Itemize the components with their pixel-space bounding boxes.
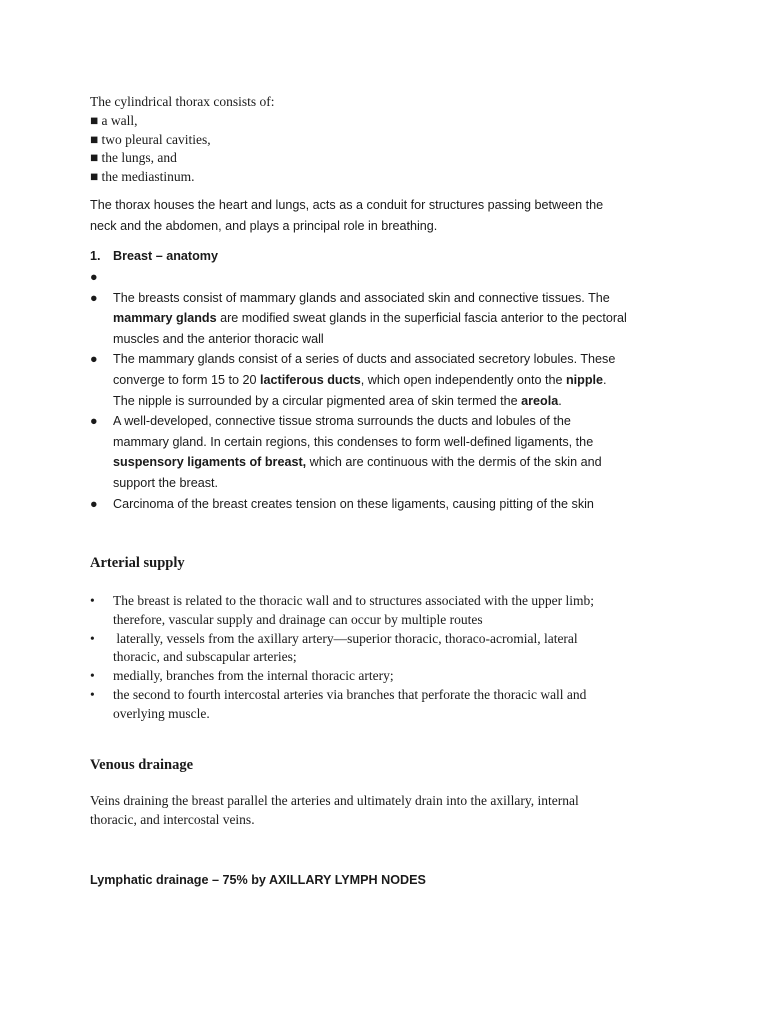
- list-item: [90, 349, 710, 411]
- intro-item: ■ a wall,: [90, 112, 138, 128]
- item-line: The breasts consist of mammary glands and associated skin and connective tissues. The: [113, 290, 610, 305]
- venous-paragraph: [90, 792, 690, 830]
- list-item: [90, 630, 710, 668]
- paragraph-line: The thorax houses the heart and lungs, acts as a conduit for structures passing between the: [90, 198, 604, 212]
- intro-item: ■ two pleural cavities,: [90, 131, 211, 147]
- item-line: [113, 308, 710, 329]
- list-item: [90, 592, 710, 630]
- thorax-intro: [90, 93, 690, 187]
- item-line: medially, branches from the internal thoracic artery;: [113, 668, 394, 684]
- item-text: The nipple is surrounded by a circular pigmented area of skin termed the: [113, 393, 522, 408]
- item-line: therefore, vascular supply and drainage can occur by multiple routes: [113, 611, 483, 627]
- term: mammary glands: [113, 311, 217, 326]
- bullet-icon: ●: [90, 352, 98, 367]
- term: nipple: [565, 372, 604, 387]
- list-item: [90, 288, 710, 350]
- paragraph-line: thoracic, and intercostal veins.: [90, 811, 255, 827]
- item-line: laterally, vessels from the axillary artery—superior thoracic, thoraco-acromial, lateral: [113, 630, 578, 646]
- item-line: [113, 391, 710, 412]
- section-title: Breast – anatomy: [113, 249, 218, 263]
- intro-item: ■ the lungs, and: [90, 150, 177, 166]
- item-text: , which open independently onto the: [360, 372, 566, 387]
- item-line: Carcinoma of the breast creates tension on these ligaments, causing pitting of the skin: [113, 496, 594, 511]
- item-line: support the breast.: [113, 475, 219, 490]
- breast-anatomy-list: [90, 267, 710, 514]
- list-item: [90, 494, 710, 515]
- section-heading: [90, 246, 690, 267]
- item-line: The mammary glands consist of a series of ducts and associated secretory lobules. These: [113, 352, 616, 367]
- item-line: The breast is related to the thoracic wall and to structures associated with the upper limb;: [113, 593, 594, 608]
- bullet-icon: ●: [90, 270, 98, 284]
- item-line: mammary gland. In certain regions, this condenses to form well-defined ligaments, the: [113, 434, 594, 449]
- term: suspensory ligaments of breast,: [113, 455, 307, 470]
- section-number: 1.: [90, 249, 101, 263]
- item-line: overlying muscle.: [113, 705, 210, 721]
- item-line: thoracic, and subscapular arteries;: [113, 649, 297, 665]
- lymphatic-heading: Lymphatic drainage – 75% by AXILLARY LYMPH NODES: [90, 873, 426, 887]
- item-text: which are continuous with the dermis of the skin and: [306, 455, 602, 470]
- item-line: [113, 452, 710, 473]
- item-line: the second to fourth intercostal arteries via branches that perforate the thoracic wall and: [113, 686, 587, 702]
- item-text: .: [558, 393, 562, 408]
- empty-bullet: [90, 267, 710, 288]
- list-item: [90, 411, 710, 493]
- item-text: converge to form 15 to 20: [113, 372, 261, 387]
- intro-lead: The cylindrical thorax consists of:: [90, 94, 275, 109]
- paragraph-line: neck and the abdomen, and plays a principal role in breathing.: [90, 218, 438, 233]
- bullet-icon: ●: [90, 290, 98, 305]
- term: lactiferous ducts: [260, 372, 361, 387]
- intro-item: ■ the mediastinum.: [90, 169, 195, 185]
- arterial-list: [90, 592, 710, 724]
- bullet-icon: •: [90, 630, 95, 646]
- thorax-paragraph: [90, 195, 690, 236]
- list-item: [90, 667, 710, 686]
- item-line: A well-developed, connective tissue stroma surrounds the ducts and lobules of the: [113, 414, 571, 429]
- paragraph-line: Veins draining the breast parallel the arteries and ultimately drain into the axillary, internal: [90, 793, 579, 808]
- bullet-icon: •: [90, 686, 95, 702]
- bullet-icon: ●: [90, 414, 98, 429]
- arterial-heading: Arterial supply: [90, 555, 185, 571]
- item-text: are modified sweat glands in the superficial fascia anterior to the pectoral: [216, 311, 627, 326]
- item-line: muscles and the anterior thoracic wall: [113, 331, 324, 346]
- bullet-icon: •: [90, 593, 95, 608]
- item-text: .: [603, 372, 607, 387]
- list-item: [90, 686, 710, 724]
- term: areola: [521, 393, 559, 408]
- item-line: [113, 370, 710, 391]
- venous-heading: Venous drainage: [90, 757, 194, 773]
- bullet-icon: ●: [90, 496, 98, 511]
- bullet-icon: •: [90, 668, 95, 684]
